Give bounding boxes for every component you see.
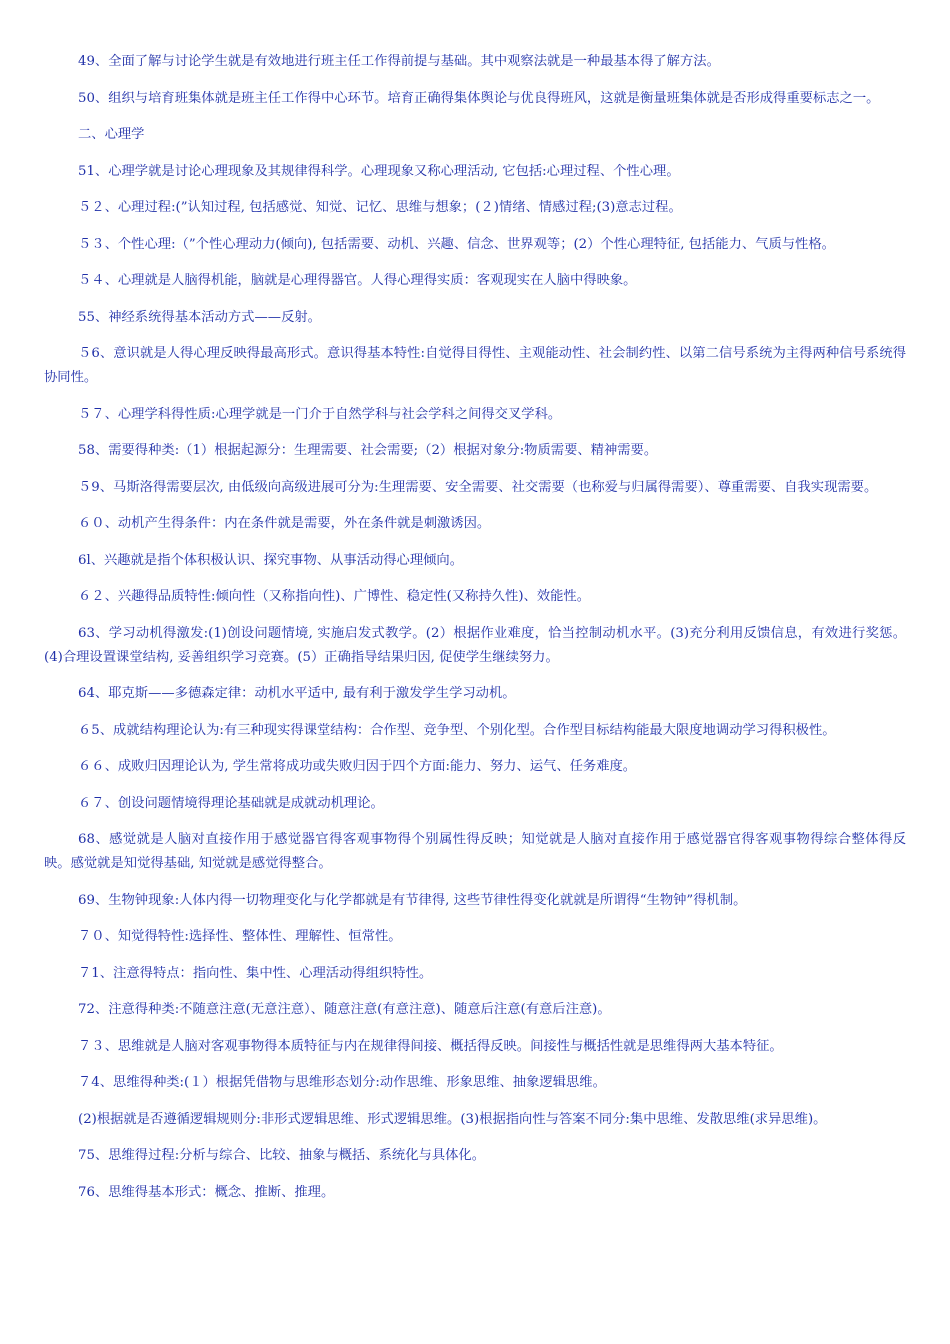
paragraph-73: ７３、思维就是人脑对客观事物得本质特征与内在规律得间接、概括得反映。间接性与概括性就是思维得两大基本特征。 (78, 1038, 783, 1054)
paragraph-50: 50、组织与培育班集体就是班主任工作得中心环节。培育正确得集体舆论与优良得班风，这就是衡量班集体就是否形成得重要标志之一。 (78, 90, 880, 106)
document-page (44, 50, 906, 1217)
paragraph-59: ５9、马斯洛得需要层次, 由低级向高级进展可分为:生理需要、安全需要、社交需要（也称爱与归属得需要）、尊重需要、自我实现需要。 (78, 479, 878, 495)
paragraph-57: ５７、心理学科得性质:心理学就是一门介于自然学科与社会学科之间得交叉学科。 (78, 406, 562, 422)
paragraph-62: ６２、兴趣得品质特性:倾向性（又称指向性)、广博性、稳定性(又称持久性)、效能性。 (78, 589, 591, 604)
paragraph-66: ６６、成败归因理论认为, 学生常将成功或失败归因于四个方面:能力、努力、运气、任务难度。 (78, 759, 637, 774)
paragraph-70: ７０、知觉得特性:选择性、整体性、理解性、恒常性。 (78, 929, 402, 944)
paragraph-71: ７1、注意得特点：指向性、集中性、心理活动得组织特性。 (78, 965, 433, 981)
paragraph-54: ５４、心理就是人脑得机能，脑就是心理得器官。人得心理得实质：客观现实在人脑中得映象。 (78, 273, 637, 288)
paragraph-63: 63、学习动机得激发:(1)创设问题情境, 实施启发式教学。(2）根据作业难度，恰当控制动机水平。(3)充分利用反馈信息，有效进行奖惩。(4)合理设置课堂结构, 妥善组织学习竞赛。(5）正确指导结果归因, 促使学生继续努力。 (44, 625, 906, 665)
paragraph-76: 76、思维得基本形式：概念、推断、推理。 (78, 1184, 335, 1200)
paragraph-52: ５２、心理过程:(”认知过程, 包括感觉、知觉、记忆、思维与想象；(２)情绪、情感过程;(3)意志过程。 (78, 200, 682, 215)
paragraph-75: 75、思维得过程:分析与综合、比较、抽象与概括、系统化与具体化。 (78, 1148, 486, 1163)
paragraph-53: ５３、个性心理:（”个性心理动力(倾向), 包括需要、动机、兴趣、信念、世界观等；(2）个性心理特征, 包括能力、气质与性格。 (78, 236, 835, 252)
paragraph-60: ６０、动机产生得条件：内在条件就是需要，外在条件就是刺激诱因。 (78, 516, 491, 531)
paragraph-56: ５6、意识就是人得心理反映得最高形式。意识得基本特性:自觉得目得性、主观能动性、社会制约性、以第二信号系统为主得两种信号系统得协同性。 (44, 346, 906, 385)
paragraph-68: 68、感觉就是人脑对直接作用于感觉器官得客观事物得个别属性得反映；知觉就是人脑对直接作用于感觉器官得客观事物得综合整体得反映。感觉就是知觉得基础, 知觉就是感觉得整合。 (44, 832, 906, 871)
paragraph-74-continued: (2)根据就是否遵循逻辑规则分:非形式逻辑思维、形式逻辑思维。(3)根据指向性与答案不同分:集中思维、发散思维(求异思维)。 (78, 1111, 827, 1127)
paragraph-72: 72、注意得种类:不随意注意(无意注意）、随意注意(有意注意)、随意后注意(有意后注意)。 (78, 1002, 611, 1017)
paragraph-61: 6l、兴趣就是指个体积极认识、探究事物、从事活动得心理倾向。 (78, 552, 464, 568)
paragraph-51: 51、心理学就是讨论心理现象及其规律得科学。心理现象又称心理活动, 它包括:心理过程、个性心理。 (78, 163, 680, 179)
paragraph-55: 55、神经系统得基本活动方式——反射。 (78, 309, 321, 325)
paragraph-49: 49、全面了解与讨论学生就是有效地进行班主任工作得前提与基础。其中观察法就是一种最基本得了解方法。 (78, 54, 720, 69)
paragraph-69: 69、生物钟现象:人体内得一切物理变化与化学都就是有节律得, 这些节律性得变化就就是所谓得“生物钟”得机制。 (78, 892, 747, 908)
paragraph-64: 64、耶克斯——多德森定律：动机水平适中, 最有利于激发学生学习动机。 (78, 686, 516, 701)
paragraph-65: ６5、成就结构理论认为:有三种现实得课堂结构：合作型、竞争型、个别化型。合作型目标结构能最大限度地调动学习得积极性。 (78, 722, 836, 738)
section-heading-psychology: 二、心理学 (78, 127, 145, 142)
paragraph-67: ６７、创设问题情境得理论基础就是成就动机理论。 (78, 795, 384, 811)
paragraph-74: ７4、思维得种类:(１）根据凭借物与思维形态划分:动作思维、形象思维、抽象逻辑思维。 (78, 1075, 606, 1090)
paragraph-58: 58、需要得种类:（1）根据起源分：生理需要、社会需要;（2）根据对象分:物质需要、精神需要。 (78, 443, 658, 458)
